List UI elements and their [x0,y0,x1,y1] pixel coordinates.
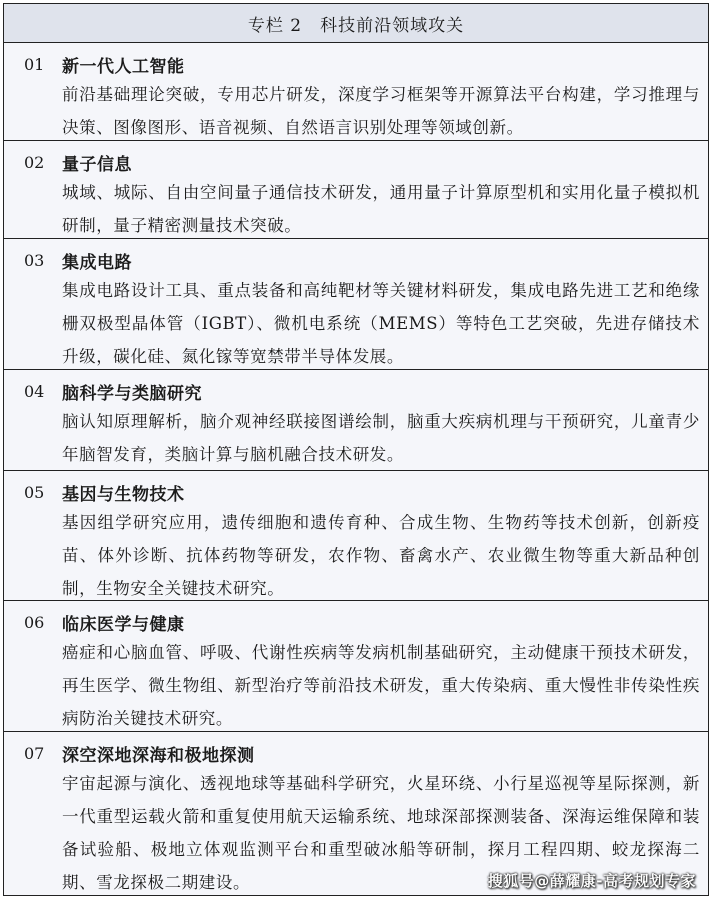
section-number: 03 [24,250,45,270]
section-header [24,379,700,403]
section-06 [4,601,708,732]
section-title: 深空深地深海和极地探测 [62,745,255,766]
section-header [24,248,700,272]
box-title: 专栏 2 科技前沿领域攻关 [4,4,708,43]
section-header [24,741,700,765]
section-number: 05 [24,482,45,502]
section-03 [4,239,708,370]
section-title: 量子信息 [62,154,132,175]
section-body: 集成电路设计工具、重点装备和高纯靶材等关键材料研发，集成电路先进工艺和绝缘栅双极型晶体管（IGBT）、微机电系统（MEMS）等特色工艺突破，先进存储技术升级，碳化硅、氮化镓等宽禁带半导体发展。 [62,281,700,366]
section-body: 前沿基础理论突破，专用芯片研发，深度学习框架等开源算法平台构建，学习推理与决策、图像图形、语音视频、自然语言识别处理等领域创新。 [62,85,700,137]
section-header [24,52,700,76]
section-number: 07 [24,743,45,763]
section-body: 癌症和心脑血管、呼吸、代谢性疾病等发病机制基础研究，主动健康干预技术研发，再生医学、微生物组、新型治疗等前沿技术研发，重大传染病、重大慢性非传染性疾病防治关键技术研究。 [62,643,700,728]
section-04 [4,370,708,471]
section-01 [4,43,708,141]
section-02 [4,141,708,239]
section-title: 临床医学与健康 [62,614,185,635]
section-header [24,610,700,634]
section-body: 宇宙起源与演化、透视地球等基础科学研究，火星环绕、小行星巡视等星际探测，新一代重型运载火箭和重复使用航天运输系统、地球深部探测装备、深海运维保障和装备试验船、极地立体观监测平台和重型破冰船等研制，探月工程四期、蛟龙探海二期、雪龙探极二期建设。 [62,774,700,892]
feature-box [3,3,709,896]
section-header [24,480,700,504]
section-body: 城域、城际、自由空间量子通信技术研发，通用量子计算原型机和实用化量子模拟机研制，量子精密测量技术突破。 [62,183,700,235]
section-header [24,150,700,174]
section-title: 基因与生物技术 [62,484,185,505]
section-number: 02 [24,152,45,172]
section-body: 脑认知原理解析，脑介观神经联接图谱绘制，脑重大疾病机理与干预研究，儿童青少年脑智发育，类脑计算与脑机融合技术研发。 [62,412,700,464]
section-number: 06 [24,612,45,632]
section-number: 04 [24,381,45,401]
section-title: 集成电路 [62,252,132,273]
section-title: 脑科学与类脑研究 [62,383,202,404]
section-number: 01 [24,54,45,74]
section-title: 新一代人工智能 [62,56,185,77]
section-05 [4,471,708,601]
section-body: 基因组学研究应用，遗传细胞和遗传育种、合成生物、生物药等技术创新，创新疫苗、体外诊断、抗体药物等研发，农作物、畜禽水产、农业微生物等重大新品种创制，生物安全关键技术研究。 [62,513,700,598]
watermark-text: 搜狐号@薛耀康-高考规划专家 [487,872,696,890]
